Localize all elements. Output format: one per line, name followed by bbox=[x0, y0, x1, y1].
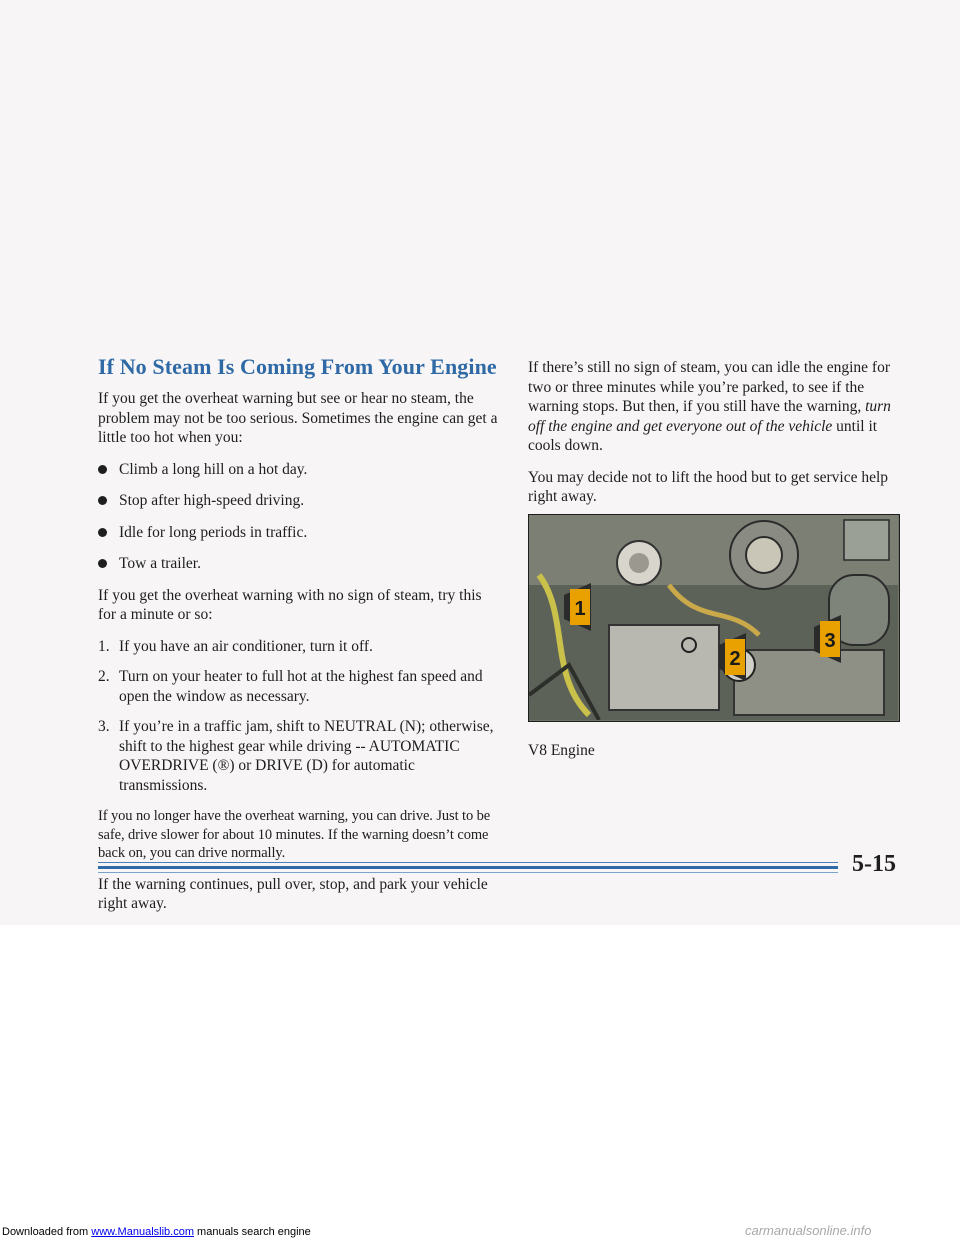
steps-intro: If you get the overheat warning with no sign of steam, try this for a minute or so: bbox=[98, 586, 482, 623]
continue-note: If the warning continues, pull over, stop, and park your vehicle right away. bbox=[98, 875, 488, 912]
section-heading: If No Steam Is Coming From Your Engine bbox=[98, 354, 497, 379]
bullet-icon bbox=[98, 559, 107, 568]
drive-note: If you no longer have the overheat warning, you can drive. Just to be safe, drive slower for about 10 minutes. If the warning doesn’t come back on, you can drive normally. bbox=[98, 808, 491, 861]
callout-2: 2 bbox=[729, 648, 741, 670]
step-item: 1. If you have an air conditioner, turn it off. bbox=[98, 637, 373, 655]
right-column bbox=[528, 358, 900, 507]
cause-list bbox=[98, 460, 498, 574]
callout-1: 1 bbox=[574, 598, 586, 620]
page-number: 5-15 bbox=[852, 851, 896, 877]
list-item: Tow a trailer. bbox=[98, 554, 498, 574]
left-column bbox=[98, 389, 498, 914]
step-item: 2. Turn on your heater to full hot at the highest fan speed and open the window as necessary. bbox=[98, 668, 483, 705]
warning-emphasis: turn off the engine and get everyone out of the vehicle bbox=[528, 398, 891, 435]
download-footer: Downloaded from www.Manualslib.com manuals search engine bbox=[2, 1226, 311, 1238]
watermark: carmanualsonline.info bbox=[745, 1223, 872, 1238]
list-item: Stop after high-speed driving. bbox=[98, 491, 498, 511]
list-item: Idle for long periods in traffic. bbox=[98, 523, 498, 543]
photo-caption: V8 Engine bbox=[528, 742, 595, 759]
callout-3: 3 bbox=[824, 630, 836, 652]
engine-photo bbox=[528, 514, 900, 722]
step-item: 3. If you’re in a traffic jam, shift to NEUTRAL (N); otherwise, shift to the highest gear while driving -- AUTOMATIC OVERDRIVE (®) or DRIVE (D) for automatic transmissions. bbox=[98, 718, 494, 794]
manualslib-link[interactable]: www.Manualslib.com bbox=[91, 1226, 194, 1238]
list-item: Climb a long hill on a hot day. bbox=[98, 460, 498, 480]
intro-paragraph: If you get the overheat warning but see or hear no steam, the problem may not be too serious. Sometimes the engine can get a little too hot when you: bbox=[98, 390, 498, 446]
service-paragraph: You may decide not to lift the hood but to get service help right away. bbox=[528, 468, 889, 505]
idle-paragraph: If there’s still no sign of steam, you can idle the engine for two or three minutes while you’re parked, to see if the warning stops. But then, if you still have the warning, turn off the engine and get everyone out of the vehicle until it cools down. bbox=[528, 359, 891, 454]
steps-list bbox=[98, 637, 498, 796]
bullet-icon bbox=[98, 528, 107, 537]
bullet-icon bbox=[98, 496, 107, 505]
engine-illustration bbox=[529, 515, 898, 720]
bullet-icon bbox=[98, 465, 107, 474]
